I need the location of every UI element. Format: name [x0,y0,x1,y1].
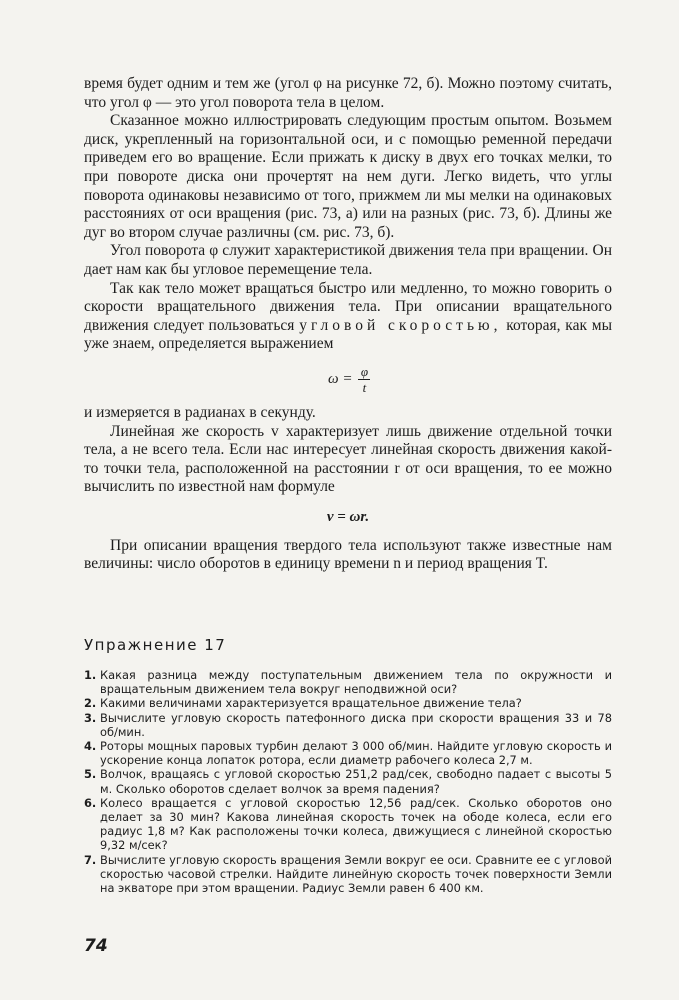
exercise-item [84,696,612,710]
formula-lhs: ω = [328,371,353,388]
exercise-item [84,668,612,696]
exercise-number: 3. [84,710,97,725]
paragraph: При описании вращения твердого тела используют также известные нам величины: число оборотов в единицу времени n и период вращения T. [84,536,612,573]
exercise-item [84,739,612,767]
exercise-list [84,668,612,895]
exercise-text: Вычислите угловую скорость патефонного диска при скорости вращения 33 и 78 об/мин. [100,710,612,739]
paragraph-text: Так как тело может вращаться быстро или медленно, то можно говорить о скорости вращательного движения тела. При описании вращательного движения следует пользоваться [84,279,612,334]
exercise-text: Вычислите угловую скорость вращения Земли вокруг ее оси. Сравните ее с угловой скоростью часовой стрелки. Найдите линейную скорость точек поверхности Земли на экваторе при этом вращении. Радиус Земли равен 6 400 км. [100,852,612,896]
paragraph-text: которая, как мы уже знаем, определяется выражением [84,316,612,353]
exercise-number: 1. [84,668,97,682]
exercise-text: Волчок, вращаясь с угловой скоростью 251,2 рад/сек, свободно падает с высоты 5 м. Сколько оборотов сделает волчок за время падения? [100,767,612,796]
exercise-number: 5. [84,767,97,782]
paragraph: Линейная же скорость v характеризует лишь движение отдельной точки тела, а не всего тела. Если нас интересует линейная скорость движения какой-то точки тела, расположенной на расстоянии r от оси вращения, то ее можно вычислить по известной нам формуле [84,422,612,496]
exercise-item [84,853,612,896]
main-text [84,75,612,574]
exercise-number: 7. [84,852,97,867]
exercise-number: 6. [84,795,97,810]
paragraph [84,280,612,354]
paragraph: Угол поворота φ служит характеристикой движения тела при вращении. Он дает нам как бы угловое перемещение тела. [84,242,612,278]
exercise-item [84,796,612,853]
paragraph: время будет одним и тем же (угол φ на рисунке 72, б). Можно поэтому считать, что угол φ — это угол поворота тела в целом. [84,75,612,111]
emphasized-term: угловой скоростью, [299,316,502,334]
formula-numerator: φ [360,363,369,379]
exercise-text: Какими величинами характеризуется вращательное движение тела? [100,696,522,711]
paragraph: Сказанное можно иллюстрировать следующим простым опытом. Возьмем диск, укрепленный на горизонтальной оси, и с помощью ременной передачи приведем его во вращение. Если прижать к диску в двух его точках мелки, то при повороте диска они прочертят на нем дуги. Легко видеть, что углы поворота одинаковы независимо от того, прижмем ли мы мелки на одинаковых расстояниях от оси вращения (рис. 73, а) или на разных (рис. 73, б). Длины же дуг во втором случае различны (см. рис. 73, б). [84,112,612,241]
linear-velocity-formula: v = ωr. [326,508,370,525]
exercise-item [84,711,612,739]
exercise-text: Роторы мощных паровых турбин делают 3 000 об/мин. Найдите угловую скорость и ускорение конца лопаток ротора, если диаметр рабочего колеса 2,7 м. [100,739,612,768]
exercise-text: Колесо вращается с угловой скоростью 12,56 рад/сек. Сколько оборотов оно делает за 30 мин? Какова линейная скорость точек на ободе колеса, если его радиус 1,8 м? Как расположены точки колеса, движущиеся с линейной скоростью 9,32 м/сек? [100,795,612,853]
angular-velocity-formula [84,354,612,404]
formula-denominator: t [362,379,367,395]
exercise-number: 2. [84,696,97,711]
exercise-title: Упражнение 17 [84,636,227,654]
exercise-text: Какая разница между поступательным движением тела по окружности и вращательным движением тела вокруг неподвижной оси? [100,668,612,697]
page-number: 74 [84,936,108,956]
paragraph: и измеряется в радианах в секунду. [84,403,316,421]
exercise-number: 4. [84,739,97,754]
exercise-item [84,767,612,795]
